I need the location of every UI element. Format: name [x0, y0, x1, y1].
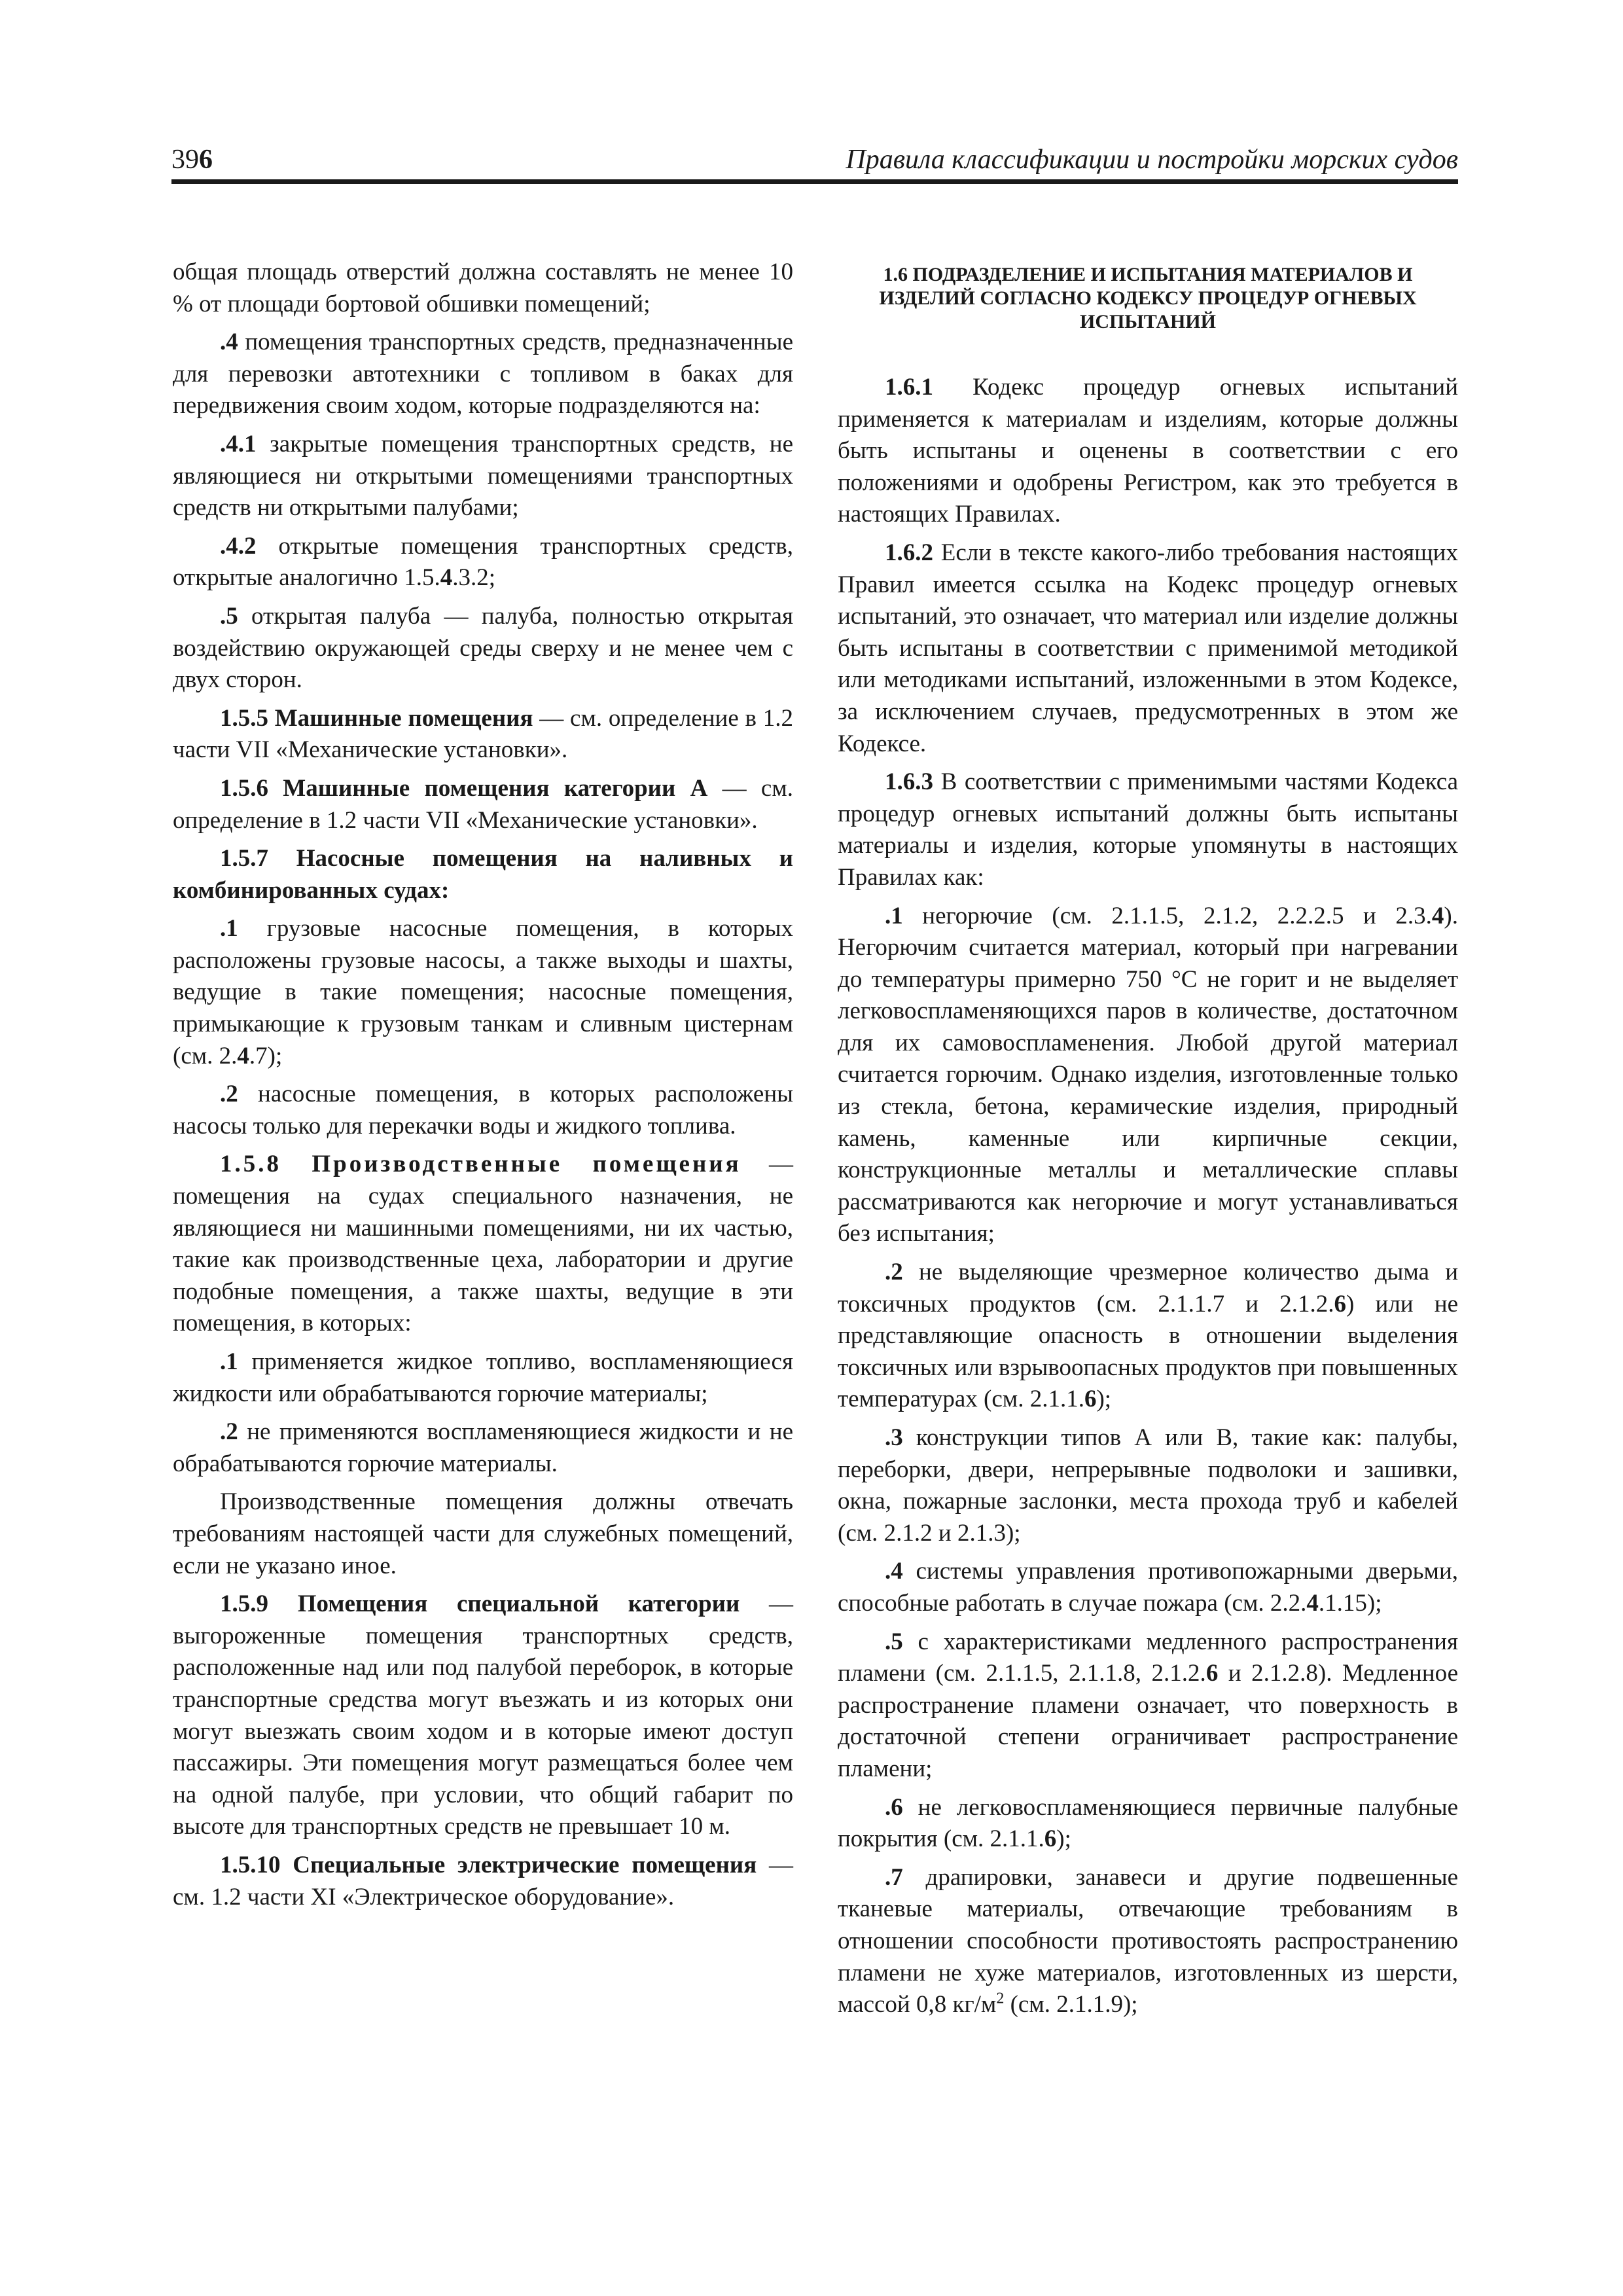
item-text: );	[1056, 1825, 1071, 1853]
definition-text: — помещения на судах специального назначения, не являющиеся ни машинными помещениями, ни их частью, такие как производственные цеха, лаборатории и другие подобные помещения, а также шахты, ведущие в эти помещения, в которых:	[173, 1151, 793, 1337]
item-number: .2	[220, 1418, 238, 1446]
definition-text: — см. определение в 1.2 части VII «Механические установки».	[173, 774, 793, 834]
superscript: 2	[996, 1990, 1005, 2007]
list-item	[838, 1792, 1458, 1856]
definition-term: 1.5.6 Машинные помещения категории А	[220, 774, 708, 802]
item-number: .1	[885, 902, 903, 929]
right-column	[838, 257, 1458, 2021]
item-text: не применяются воспламеняющиеся жидкости и не обрабатываются горючие материалы.	[173, 1418, 793, 1477]
definition-text: — выгороженные помещения транспортных средств, расположенные над или под палубой переборок, в которые транспортные средства могут въезжать и из которых они могут выезжать своим ходом и в которые имеют доступ пассажиры. Эти помещения могут размещаться более чем на одной палубе, при условии, что общий габарит по высоте для транспортных средств не превышает 10 м.	[173, 1590, 794, 1840]
definition-text: — см. 1.2 части XI «Электрическое оборудование».	[173, 1851, 793, 1910]
list-item	[838, 1556, 1458, 1619]
list-item	[173, 913, 793, 1072]
item-text: открытые помещения транспортных средств, открытые аналогично 1.5.	[173, 532, 793, 592]
item-text: насосные помещения, в которых расположены насосы только для перекачки воды и жидкого топлива.	[173, 1081, 793, 1139]
page-number	[171, 144, 213, 175]
definition-term: 1.5.8 Производственные помещения	[220, 1151, 741, 1178]
item-text: Кодекс процедур огневых испытаний применяется к материалам и изделиям, которые должны быть испытаны и оценены в соответствии с его положениями и одобрены Регистром, как это требуется в настоящих Правилах.	[838, 374, 1458, 528]
paragraph-text: Производственные помещения должны отвечать требованиям настоящей части для служебных помещений, если не указано иное.	[173, 1488, 793, 1579]
paragraph	[838, 372, 1458, 531]
item-bold: 4	[1431, 902, 1444, 929]
item-text: с характеристиками медленного распространения пламени (см. 2.1.1.5, 2.1.1.8, 2.1.2.	[838, 1628, 1458, 1687]
paragraph-text: общая площадь отверстий должна составлять не менее 10 % от площади бортовой обшивки помещений;	[173, 259, 793, 317]
item-text: ). Негорючим считается материал, который при нагревании до температуры примерно 750 °С не горит и не выделяет легковоспламеняющихся паров в количестве, достаточном для их самовоспламенения. Любой другой материал считается горючим. Однако изделия, изготовленные только из стекла, бетона, керамические изделия, природный камень, каменные или кирпичные секции, конструкционные металлы и металлические сплавы рассматриваются как негорючие и могут устанавливаться без испытания;	[838, 902, 1458, 1247]
paragraph	[838, 537, 1458, 760]
item-text: драпировки, занавеси и другие подвешенные тканевые материалы, отвечающие требованиям в отношении способности противостоять распространению пламени не хуже материалов, изготовленных из шерсти, массой 0,8 кг/м	[838, 1863, 1458, 2018]
page-number-prefix: 39	[171, 145, 199, 175]
item-bold: 4	[237, 1042, 249, 1069]
item-bold: 6	[1084, 1386, 1097, 1413]
item-number: .2	[885, 1259, 903, 1286]
item-text: системы управления противопожарными дверьми, способные работать в случае пожара (см. 2.2.	[838, 1558, 1458, 1617]
item-text: и 2.1.2.8). Медленное распространение пламени означает, что поверхность в достаточной степени ограничивает распространение пламени;	[838, 1660, 1458, 1782]
item-text: В соответствии с применимыми частями Кодекса процедур огневых испытаний должны быть испытаны материалы и изделия, которые упомянуты в настоящих Правилах как:	[838, 768, 1458, 891]
item-text: грузовые насосные помещения, в которых расположены грузовые насосы, а также выходы и шахты, ведущие в такие помещения; насосные помещения, примыкающие к грузовым танкам и сливным цистернам (см. 2.	[173, 915, 793, 1069]
item-number: .5	[220, 602, 238, 630]
item-text: );	[1096, 1386, 1112, 1413]
paragraph	[173, 1486, 793, 1582]
item-number: 1.6.1	[885, 374, 933, 401]
item-text: открытая палуба — палуба, полностью открытая воздействию окружающей среды сверху и не менее чем с двух сторон.	[173, 602, 793, 694]
definition	[173, 703, 793, 766]
item-text: конструкции типов А или В, такие как: палубы, переборки, двери, непрерывные подволоки и зашивки, окна, пожарные заслонки, места прохода труб и кабелей (см. 2.1.2 и 2.1.3);	[838, 1424, 1458, 1547]
item-number: .4.1	[220, 430, 257, 457]
item-text: ) или не представляющие опасность в отношении выделения токсичных или взрывоопасных продуктов при повышенных температурах (см. 2.1.1.	[838, 1290, 1458, 1413]
list-item	[173, 327, 793, 422]
item-number: .6	[885, 1793, 903, 1821]
paragraph	[838, 766, 1458, 893]
item-bold: 4	[1306, 1589, 1319, 1617]
item-number: .4.2	[220, 532, 257, 560]
item-text: .3.2;	[452, 564, 496, 592]
list-item	[173, 1346, 793, 1410]
left-column	[173, 257, 793, 1913]
item-text: помещения транспортных средств, предназначенные для перевозки автотехники с топливом в баках для передвижения своим ходом, которые подразделяются на:	[173, 329, 793, 420]
item-number: .2	[220, 1081, 238, 1108]
paragraph	[173, 257, 793, 320]
definition-text: — см. определение в 1.2 части VII «Механические установки».	[173, 704, 793, 764]
definition-term: 1.5.10 Специальные электрические помещения	[220, 1851, 757, 1878]
item-text: Если в тексте какого-либо требования настоящих Правил имеется ссылка на Кодекс процедур огневых испытаний, это означает, что материал или изделие должны быть испытаны в соответствии с применимой методикой или методиками испытаний, изложенными в этом Кодексе, за исключением случаев, предусмотренных в этом же Кодексе.	[838, 539, 1458, 757]
section-heading: 1.6 ПОДРАЗДЕЛЕНИЕ И ИСПЫТАНИЯ МАТЕРИАЛОВ И ИЗДЕЛИЙ СОГЛАСНО КОДЕКСУ ПРОЦЕДУР ОГНЕВЫХ ИСПЫТАНИЙ	[879, 264, 1417, 332]
item-text: (см. 2.1.1.9);	[1004, 1991, 1138, 2018]
list-item	[838, 1862, 1458, 2021]
item-bold: 6	[1334, 1290, 1347, 1318]
item-number: .4	[885, 1558, 903, 1585]
list-item	[173, 1079, 793, 1142]
running-title: Правила классификации и постройки морских судов	[846, 145, 1458, 175]
item-text: не легковоспламеняющиеся первичные палубные покрытия (см. 2.1.1.	[838, 1793, 1458, 1853]
item-text: негорючие (см. 2.1.1.5, 2.1.2, 2.2.2.5 и 2.3.	[902, 902, 1432, 929]
item-bold: 4	[440, 564, 453, 592]
definition	[173, 1850, 793, 1913]
item-text: .7);	[249, 1042, 283, 1069]
item-text: закрытые помещения транспортных средств, не являющиеся ни открытыми помещениями транспортных средств ни открытыми палубами;	[173, 430, 793, 522]
definition-term: 1.5.7 Насосные помещения на наливных и комбинированных судах:	[173, 845, 793, 904]
item-number: .7	[885, 1863, 903, 1891]
list-item	[173, 531, 793, 594]
item-text: .1.15);	[1318, 1589, 1382, 1617]
definition-term: 1.5.9 Помещения специальной категории	[220, 1590, 740, 1618]
list-item	[173, 601, 793, 696]
list-item	[173, 1416, 793, 1480]
page-number-bold-digit: 6	[199, 145, 213, 175]
item-number: .5	[885, 1628, 903, 1655]
page-header	[171, 145, 1458, 184]
list-item	[838, 1257, 1458, 1416]
definition	[173, 1149, 793, 1340]
list-item	[173, 429, 793, 524]
item-text: применяется жидкое топливо, воспламеняющиеся жидкости или обрабатываются горючие материалы;	[173, 1348, 793, 1407]
item-number: .4	[220, 329, 238, 356]
item-number: .1	[220, 915, 238, 942]
item-number: .1	[220, 1348, 238, 1375]
definition	[173, 843, 793, 906]
list-item	[838, 901, 1458, 1251]
item-text: не выделяющие чрезмерное количество дыма и токсичных продуктов (см. 2.1.1.7 и 2.1.2.	[838, 1259, 1458, 1318]
item-number: 1.6.3	[885, 768, 933, 796]
item-number: .3	[885, 1424, 903, 1451]
list-item	[838, 1626, 1458, 1785]
list-item	[838, 1422, 1458, 1549]
definition-term: 1.5.5 Машинные помещения	[220, 704, 533, 732]
definition	[173, 1588, 793, 1843]
item-bold: 6	[1044, 1825, 1057, 1853]
definition	[173, 773, 793, 836]
item-bold: 6	[1205, 1660, 1219, 1687]
item-number: 1.6.2	[885, 539, 933, 566]
